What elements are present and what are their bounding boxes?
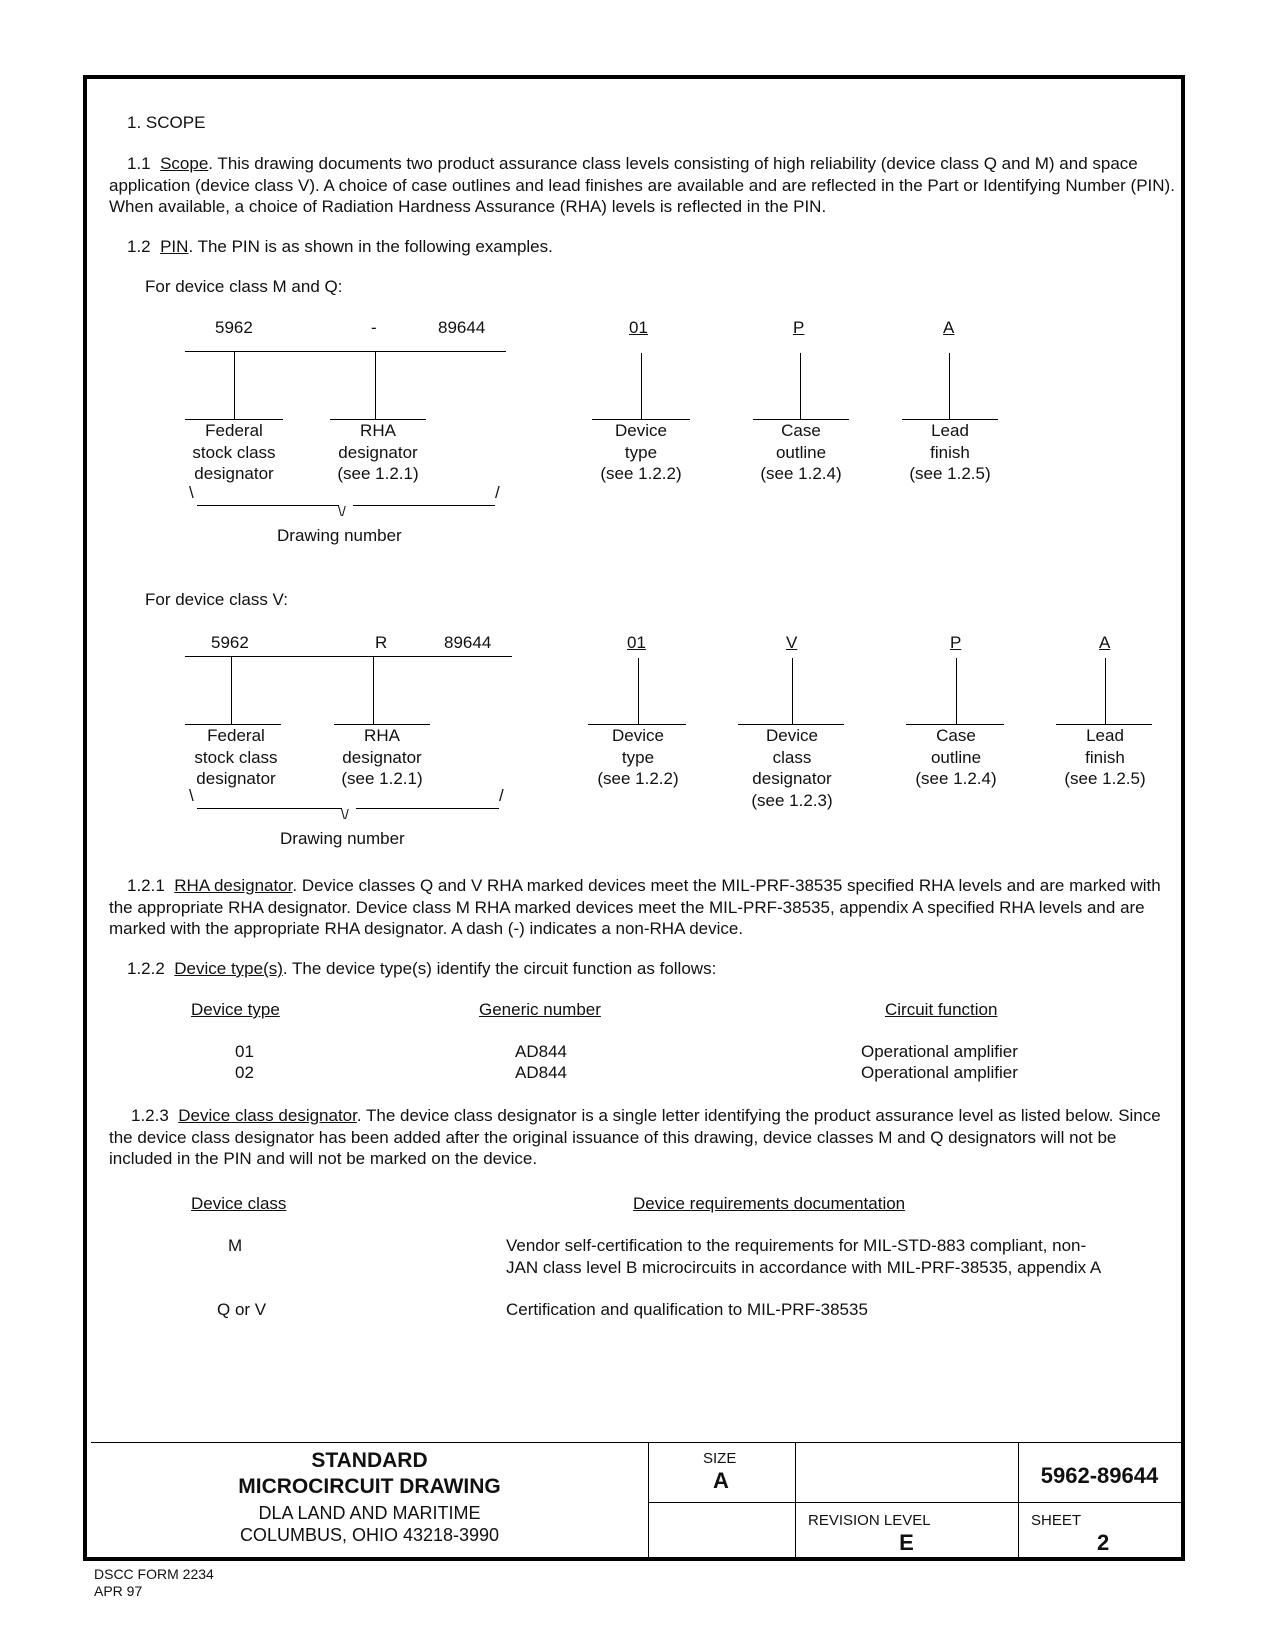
col-header-requirements: Device requirements documentation [633, 1194, 906, 1213]
brace-right: / [499, 786, 504, 805]
section-text: . This drawing documents two product assurance class levels consisting of high reliability (device class Q and M) and space application (device class V). A choice of case outlines and lead finishes are available and are reflected in the Part or Identifying Number (PIN). When available, a choice of Radiation Hardness Assurance (RHA) levels is reflected in the PIN. [109, 154, 1175, 216]
section-text: . The device class designator is a single letter identifying the product assurance level as listed below. Since the device class designator has been added after the original issuance of this drawing, device classes M and Q designators will not be included in the PIN and will not be marked on the device. [109, 1106, 1161, 1168]
pin-case-outline: P [793, 318, 805, 337]
label-case-outline: Case outline (see 1.2.4) [915, 726, 997, 788]
section-number: 1.2.1 [127, 876, 165, 895]
label-case-outline: Case outline (see 1.2.4) [760, 421, 842, 483]
section-number: 1.2.3 [131, 1106, 169, 1125]
pin-lead-finish: A [1099, 633, 1111, 652]
section-title: PIN [160, 237, 189, 256]
section-text: . The device type(s) identify the circuit function as follows: [282, 959, 717, 978]
brace-line [197, 808, 342, 809]
col-header-circuit-function: Circuit function [885, 1000, 998, 1019]
brace-line [356, 808, 499, 809]
pin-mq-caption: For device class M and Q: [145, 277, 343, 296]
col-header-device-class: Device class [191, 1194, 287, 1213]
section-text: . Device classes Q and V RHA marked devices meet the MIL-PRF-38535 specified RHA levels and are marked with the appropriate RHA designator. Device class M RHA marked devices meet the MIL-PRF-38535, appendix A specified RHA levels and are marked with the appropriate RHA designator. A dash (-) indicates a non-RHA device. [109, 876, 1161, 938]
section-heading: 1. SCOPE [127, 113, 206, 132]
brace-tip: \/ [338, 503, 346, 519]
pin-drawing: 89644 [438, 318, 486, 337]
paragraph-1-1 [109, 153, 1177, 218]
sheet-value: 2 [1097, 1530, 1110, 1555]
pin-federal: 5962 [215, 318, 253, 337]
drawing-number-label: Drawing number [277, 526, 402, 545]
pin-rha: - [371, 318, 377, 337]
section-title: RHA designator [174, 876, 293, 895]
leader-line [231, 656, 232, 724]
label-federal: Federal stock class designator [192, 421, 276, 483]
sheet-label: SHEET [1031, 1512, 1082, 1529]
circuit-function-cell: Operational amplifier [861, 1042, 1018, 1061]
size-label: SIZE [703, 1450, 737, 1467]
leader-line [800, 353, 801, 419]
leader-line [234, 351, 235, 419]
paragraph-1-2-2 [109, 958, 1177, 980]
leader-line [1105, 658, 1106, 724]
section-title: Device class designator [178, 1106, 357, 1125]
label-device-class: Device class designator (see 1.2.3) [751, 726, 833, 810]
size-value: A [713, 1468, 729, 1493]
pin-lead-finish: A [943, 318, 955, 337]
revision-value: E [899, 1530, 914, 1555]
pin-case-outline: P [950, 633, 962, 652]
label-rha: RHA designator (see 1.2.1) [337, 421, 419, 483]
standard-title: STANDARD [311, 1449, 428, 1472]
mcd-title: MICROCIRCUIT DRAWING [238, 1475, 501, 1498]
section-number: 1.2.2 [127, 959, 165, 978]
device-type-cell: 02 [235, 1063, 254, 1082]
agency-address: COLUMBUS, OHIO 43218-3990 [239, 1525, 500, 1545]
title-block-divider [648, 1442, 649, 1557]
section-number: 1.2 [127, 237, 151, 256]
form-date: APR 97 [94, 1583, 143, 1599]
brace-right: / [495, 483, 500, 502]
leader-line [956, 658, 957, 724]
section-title: Scope [160, 154, 209, 173]
brace-left: \ [189, 483, 194, 502]
pin-device-type: 01 [629, 318, 648, 337]
form-number: DSCC FORM 2234 [94, 1566, 214, 1582]
agency-name: DLA LAND AND MARITIME [258, 1503, 481, 1523]
drawing-number-label: Drawing number [280, 829, 405, 848]
leader-line [375, 351, 376, 419]
section-text: . The PIN is as shown in the following examples. [188, 237, 553, 256]
title-block-mid-rule [648, 1502, 1181, 1503]
requirements-cell: Certification and qualification to MIL-PRF-38535 [506, 1300, 868, 1319]
brace-tip: \/ [341, 806, 349, 822]
paragraph-1-2 [109, 236, 1177, 258]
label-lead-finish: Lead finish (see 1.2.5) [909, 421, 991, 483]
generic-number-cell: AD844 [515, 1042, 567, 1061]
brace-line [197, 505, 339, 506]
generic-number-cell: AD844 [515, 1063, 567, 1082]
drawing-number: 5962-89644 [1040, 1463, 1159, 1488]
pin-drawing: 89644 [444, 633, 492, 652]
label-device-type: Device type (see 1.2.2) [597, 726, 679, 788]
pin-v-caption: For device class V: [145, 590, 288, 609]
pin-federal: 5962 [211, 633, 249, 652]
pin-underline [185, 656, 512, 657]
requirements-cell: Vendor self-certification to the requirements for MIL-STD-883 compliant, non- [506, 1236, 1087, 1255]
leader-line [641, 353, 642, 419]
leader-line [792, 658, 793, 724]
requirements-cell: JAN class level B microcircuits in accordance with MIL-PRF-38535, appendix A [506, 1258, 1102, 1277]
pin-device-type: 01 [627, 633, 646, 652]
brace-line [353, 505, 495, 506]
leader-line [373, 656, 374, 724]
leader-line [638, 658, 639, 724]
label-rha: RHA designator (see 1.2.1) [341, 726, 423, 788]
section-number: 1.1 [127, 154, 151, 173]
label-lead-finish: Lead finish (see 1.2.5) [1064, 726, 1146, 788]
title-block-divider [1018, 1442, 1019, 1557]
section-title: Device type(s) [174, 959, 283, 978]
revision-label: REVISION LEVEL [808, 1512, 931, 1529]
device-class-cell: M [228, 1236, 243, 1255]
paragraph-1-2-3 [109, 1105, 1177, 1170]
leader-line [949, 353, 950, 419]
brace-left: \ [189, 786, 194, 805]
col-header-device-type: Device type [191, 1000, 280, 1019]
paragraph-1-2-1 [109, 875, 1177, 940]
col-header-generic-number: Generic number [479, 1000, 601, 1019]
page-frame [83, 75, 1185, 1561]
circuit-function-cell: Operational amplifier [861, 1063, 1018, 1082]
label-device-type: Device type (see 1.2.2) [600, 421, 682, 483]
device-class-cell: Q or V [217, 1300, 267, 1319]
device-type-cell: 01 [235, 1042, 254, 1061]
pin-device-class: V [786, 633, 798, 652]
label-federal: Federal stock class designator [194, 726, 278, 788]
pin-rha: R [375, 633, 388, 652]
